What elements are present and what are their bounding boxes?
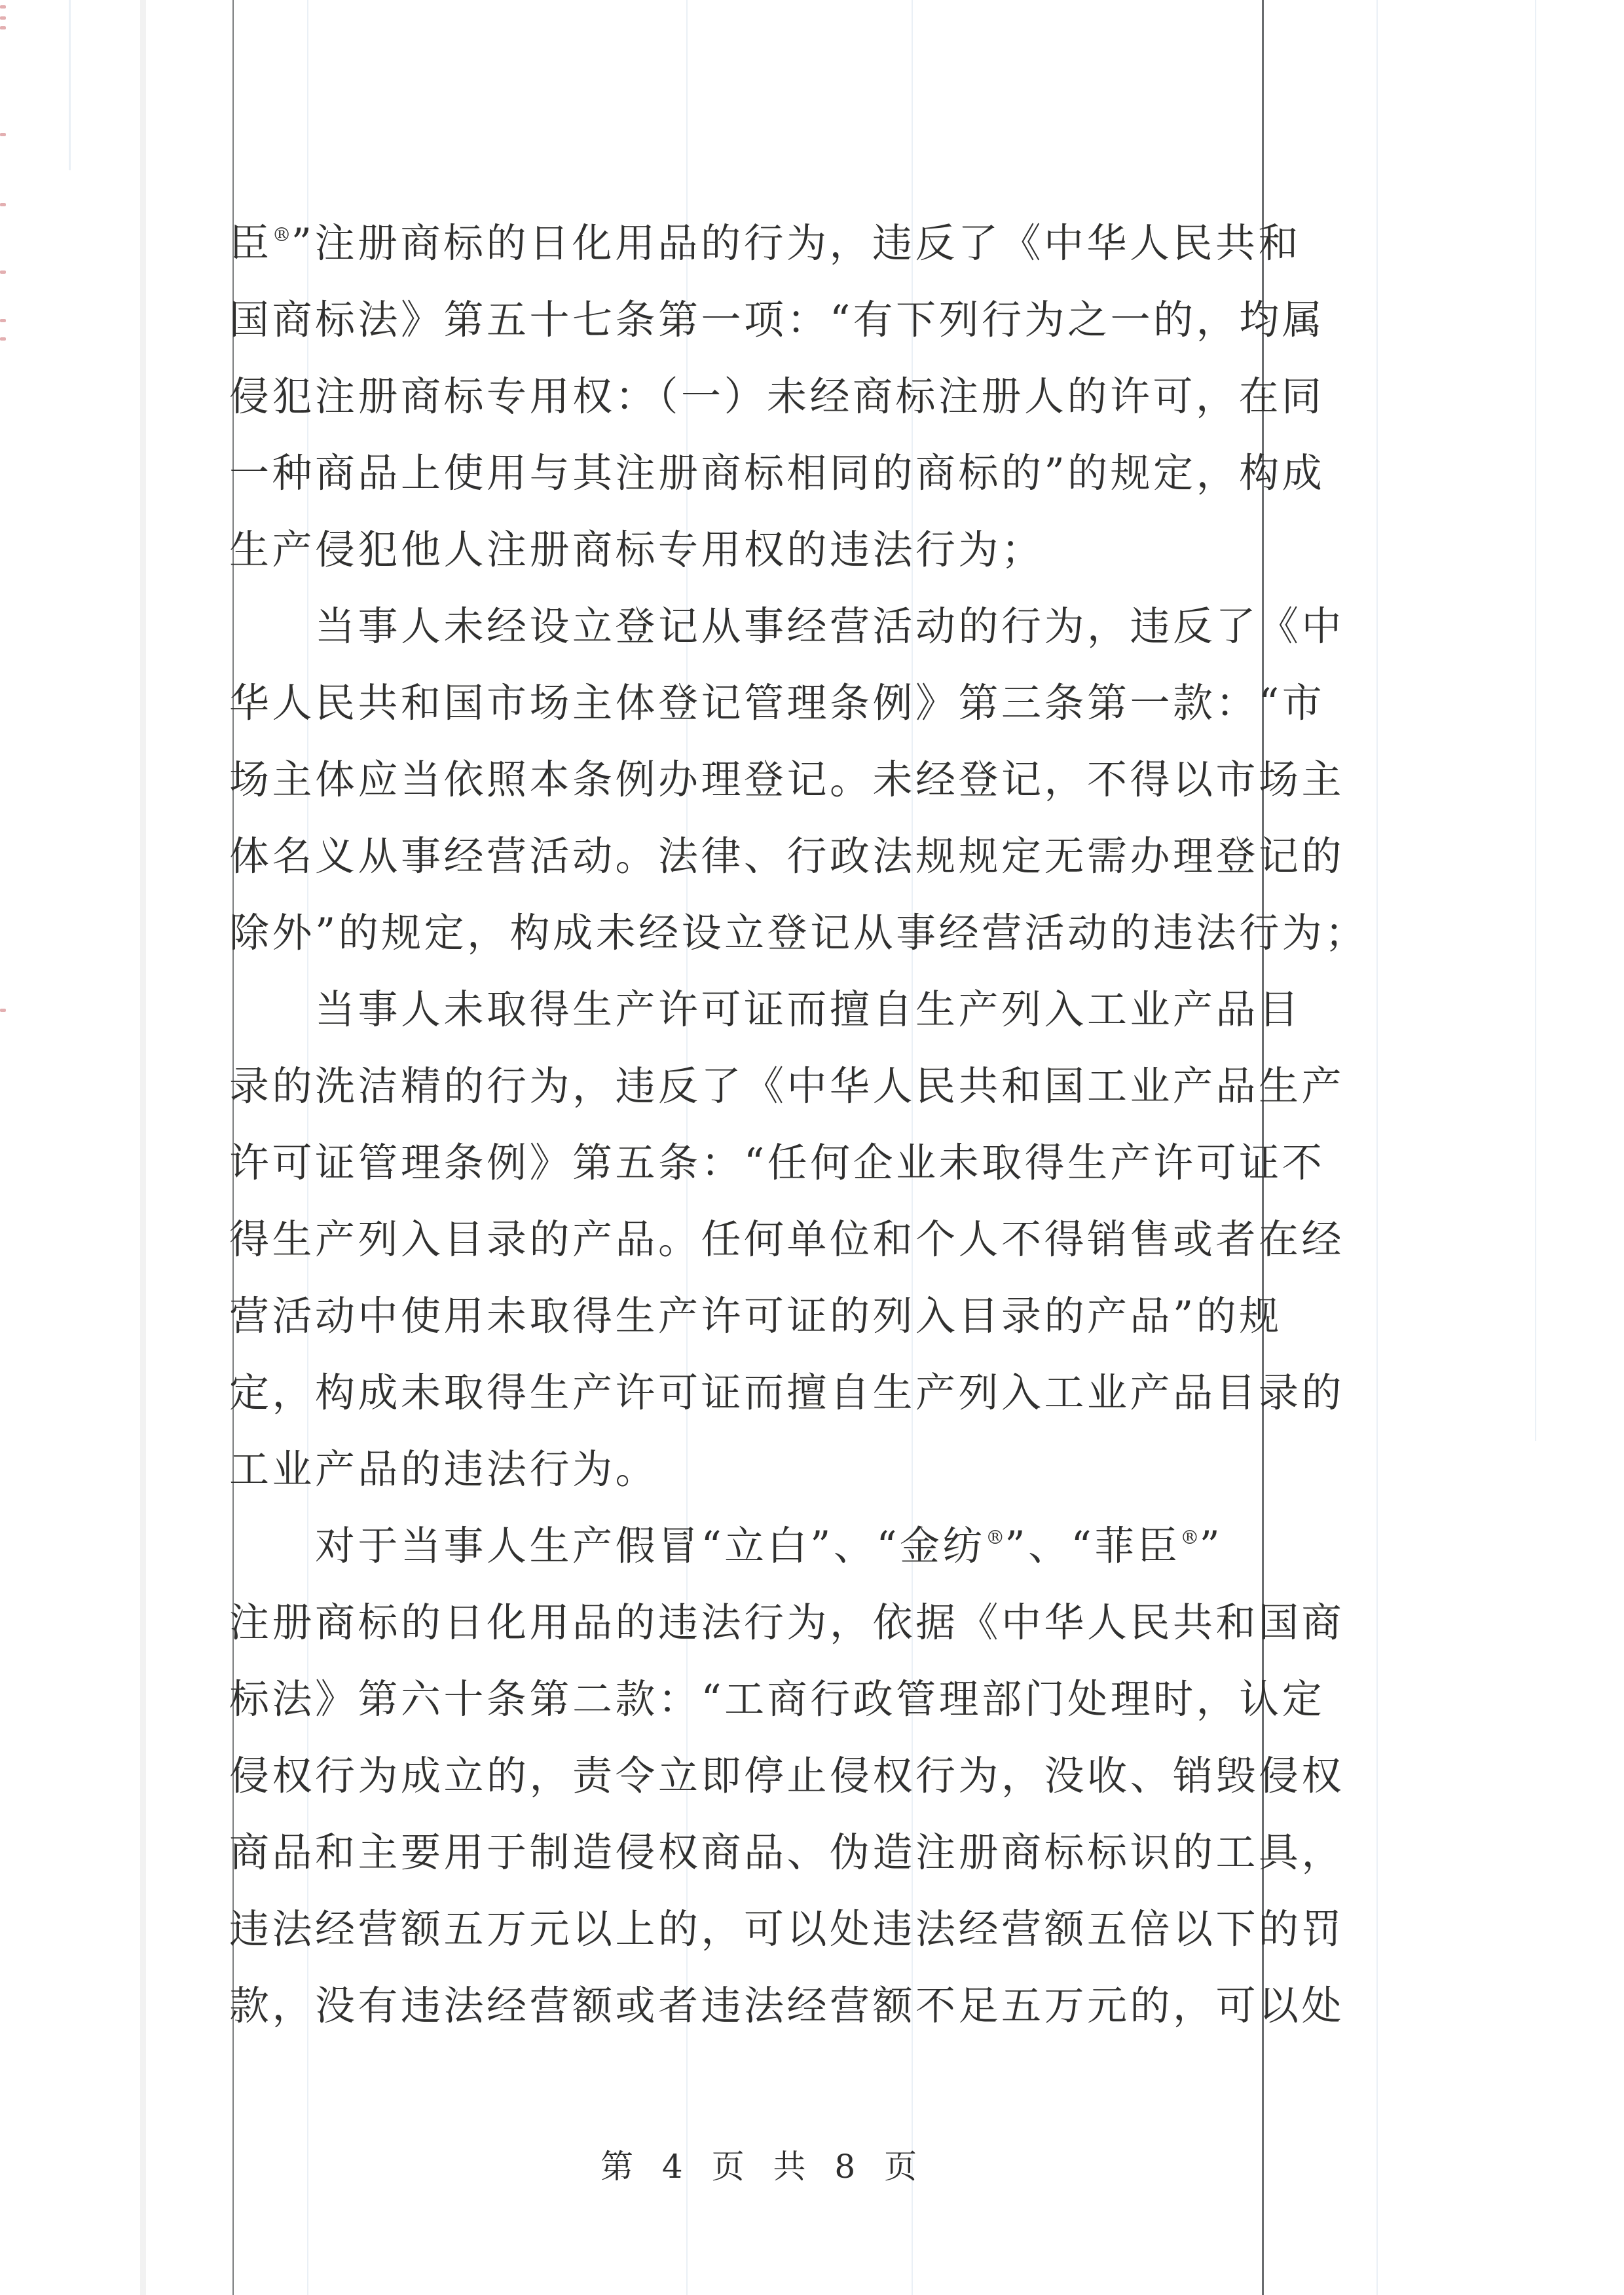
doc-line: 款，没有违法经营额或者违法经营额不足五万元的，可以处 xyxy=(229,1983,1345,2029)
doc-line: 商品和主要用于制造侵权商品、伪造注册商标标识的工具， xyxy=(229,1829,1345,1876)
doc-line: 注册商标的日化用品的违法行为，依据《中华人民共和国商 xyxy=(229,1599,1345,1646)
doc-line: 侵权行为成立的，责令立即停止侵权行为，没收、销毁侵权 xyxy=(229,1753,1345,1799)
edge-mark xyxy=(0,5,6,9)
doc-line: 侵犯注册商标专用权：（一）未经商标注册人的许可，在同 xyxy=(229,373,1325,420)
edge-mark xyxy=(0,133,6,136)
document-text xyxy=(229,205,1382,2044)
edge-mark xyxy=(0,16,6,20)
doc-line: 对于当事人生产假冒“立白”、“金纺®”、“菲臣®” xyxy=(315,1523,1223,1569)
doc-line: 标法》第六十条第二款：“工商行政管理部门处理时，认定 xyxy=(229,1676,1325,1723)
doc-line: 场主体应当依照本条例办理登记。未经登记，不得以市场主 xyxy=(229,756,1345,803)
scan-streak xyxy=(1535,0,1536,1441)
edge-mark xyxy=(0,337,6,341)
doc-line: 当事人未取得生产许可证而擅自生产列入工业产品目 xyxy=(315,986,1302,1033)
doc-line: 得生产列入目录的产品。任何单位和个人不得销售或者在经 xyxy=(229,1216,1345,1263)
page-footer: 第 4 页 共 8 页 xyxy=(600,2148,923,2186)
doc-line: 华人民共和国市场主体登记管理条例》第三条第一款：“市 xyxy=(229,680,1325,726)
doc-line: 营活动中使用未取得生产许可证的列入目录的产品”的规 xyxy=(229,1293,1282,1339)
edge-mark xyxy=(0,1009,6,1012)
doc-line: 生产侵犯他人注册商标专用权的违法行为； xyxy=(229,527,1044,573)
doc-line: 国商标法》第五十七条第一项：“有下列行为之一的，均属 xyxy=(229,297,1325,343)
edge-mark xyxy=(0,203,6,206)
doc-line: 一种商品上使用与其注册商标相同的商标的”的规定，构成 xyxy=(229,450,1325,496)
edge-mark xyxy=(0,319,6,322)
scan-streak xyxy=(140,0,146,2295)
edge-mark xyxy=(0,271,6,274)
doc-line: 除外”的规定，构成未经设立登记从事经营活动的违法行为； xyxy=(229,910,1368,956)
doc-line: 当事人未经设立登记从事经营活动的行为，违反了《中 xyxy=(315,603,1345,650)
doc-line: 体名义从事经营活动。法律、行政法规规定无需办理登记的 xyxy=(229,833,1345,880)
doc-line: 臣®”注册商标的日化用品的行为，违反了《中华人民共和 xyxy=(229,220,1301,267)
doc-line: 定，构成未取得生产许可证而擅自生产列入工业产品目录的 xyxy=(229,1370,1345,1416)
doc-line: 许可证管理条例》第五条：“任何企业未取得生产许可证不 xyxy=(229,1140,1325,1186)
doc-line: 违法经营额五万元以上的，可以处违法经营额五倍以下的罚 xyxy=(229,1906,1345,1952)
doc-line: 工业产品的违法行为。 xyxy=(229,1446,659,1493)
edge-mark xyxy=(0,26,6,29)
scan-streak xyxy=(69,0,71,170)
doc-line: 录的洗洁精的行为，违反了《中华人民共和国工业产品生产 xyxy=(229,1063,1345,1110)
